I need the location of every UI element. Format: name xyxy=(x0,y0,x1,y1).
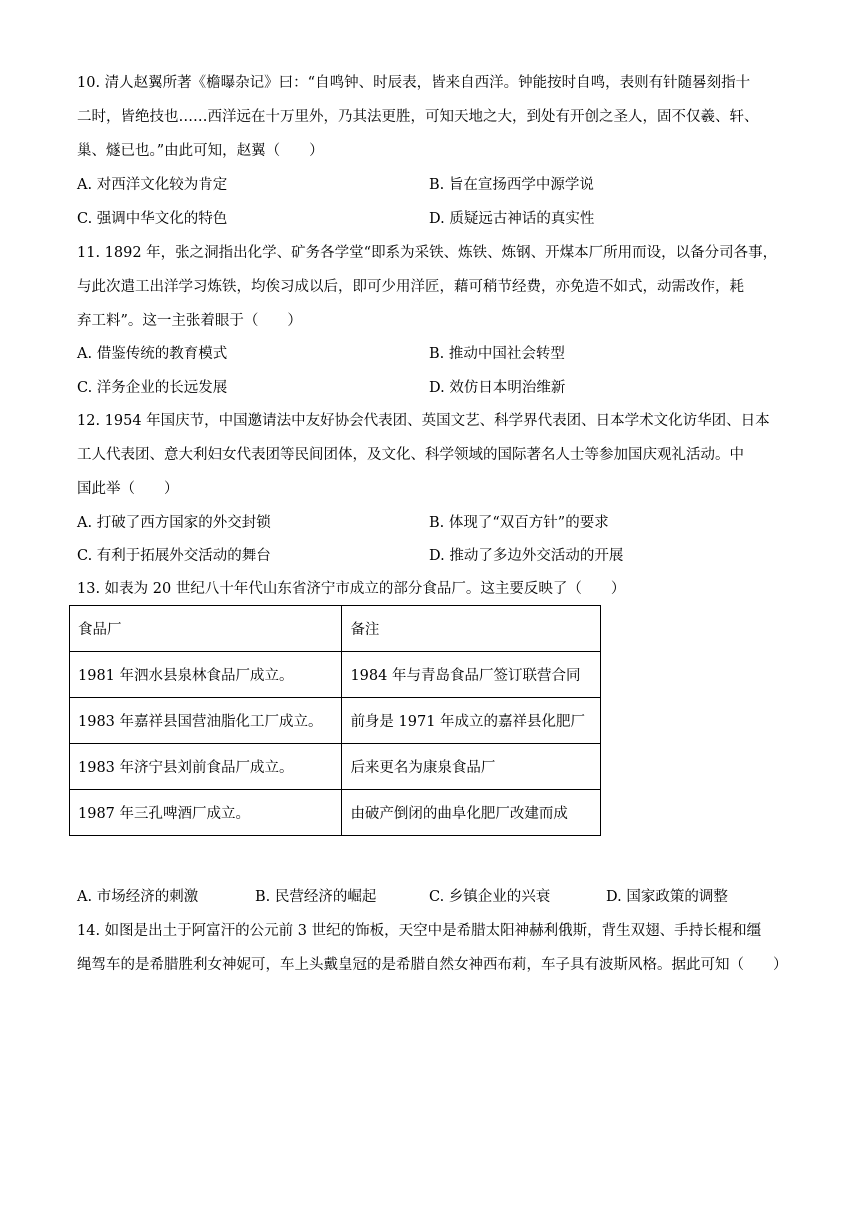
table-header-cell: 备注 xyxy=(342,606,601,652)
q13-option-c[interactable]: C. 乡镇企业的兴衰 xyxy=(429,889,551,905)
q13-stem: 13. 如表为 20 世纪八十年代山东省济宁市成立的部分食品厂。这主要反映了（ ） xyxy=(77,581,626,597)
table-cell: 前身是 1971 年成立的嘉祥县化肥厂 xyxy=(342,698,601,744)
q11-option-a[interactable]: A. 借鉴传统的教育模式 xyxy=(77,346,228,362)
q12-option-c[interactable]: C. 有利于拓展外交活动的舞台 xyxy=(77,548,271,564)
q10-stem-line-1: 10. 清人赵翼所著《檐曝杂记》曰：“自鸣钟、时辰表，皆来自西洋。钟能按时自鸣，表则有针随晷刻指十 xyxy=(77,75,751,91)
table-row xyxy=(70,698,601,744)
q11-stem-line-1: 11. 1892 年，张之洞指出化学、矿务各学堂“即系为采铁、炼铁、炼钢、开煤本厂所用而设，以备分司各事， xyxy=(77,245,778,261)
q12-stem-line-3: 国此举（ ） xyxy=(77,481,179,497)
table-cell: 由破产倒闭的曲阜化肥厂改建而成 xyxy=(342,790,601,836)
q12-option-b[interactable]: B. 体现了“双百方针”的要求 xyxy=(429,515,609,531)
q13-option-d[interactable]: D. 国家政策的调整 xyxy=(606,889,728,905)
table-cell: 1981 年泗水县泉林食品厂成立。 xyxy=(70,652,342,698)
q13-option-b[interactable]: B. 民营经济的崛起 xyxy=(255,889,377,905)
q10-option-b[interactable]: B. 旨在宣扬西学中源学说 xyxy=(429,177,594,193)
table-cell: 1984 年与青岛食品厂签订联营合同 xyxy=(342,652,601,698)
table-cell: 1987 年三孔啤酒厂成立。 xyxy=(70,790,342,836)
table-row xyxy=(70,790,601,836)
table-header-cell: 食品厂 xyxy=(70,606,342,652)
q11-option-c[interactable]: C. 洋务企业的长远发展 xyxy=(77,380,228,396)
q10-option-c[interactable]: C. 强调中华文化的特色 xyxy=(77,211,228,227)
q11-stem-line-2: 与此次遣工出洋学习炼铁，均俟习成以后，即可少用洋匠，藉可稍节经费，亦免造不如式，动需改作，耗 xyxy=(77,279,744,295)
q10-stem-line-3: 巢、燧已也。”由此可知，赵翼（ ） xyxy=(77,143,324,159)
table-cell: 后来更名为康泉食品厂 xyxy=(342,744,601,790)
food-factory-table xyxy=(69,605,601,836)
table-cell: 1983 年嘉祥县国营油脂化工厂成立。 xyxy=(70,698,342,744)
q12-stem-line-1: 12. 1954 年国庆节，中国邀请法中友好协会代表团、英国文艺、科学界代表团、日本学术文化访华团、日本 xyxy=(77,413,770,429)
q11-option-d[interactable]: D. 效仿日本明治维新 xyxy=(429,380,566,396)
q14-stem-line-1: 14. 如图是出土于阿富汗的公元前 3 世纪的饰板，天空中是希腊太阳神赫利俄斯，背生双翅、手持长棍和缰 xyxy=(77,923,762,939)
q10-option-a[interactable]: A. 对西洋文化较为肯定 xyxy=(77,177,228,193)
table-row xyxy=(70,652,601,698)
table-cell: 1983 年济宁县刘前食品厂成立。 xyxy=(70,744,342,790)
q10-stem-line-2: 二时，皆绝技也……西洋远在十万里外，乃其法更胜，可知天地之大，到处有开创之圣人，固不仅羲、轩、 xyxy=(77,109,759,125)
table-header-row xyxy=(70,606,601,652)
q11-stem-line-3: 弃工料”。这一主张着眼于（ ） xyxy=(77,313,302,329)
q12-option-d[interactable]: D. 推动了多边外交活动的开展 xyxy=(429,548,624,564)
q11-option-b[interactable]: B. 推动中国社会转型 xyxy=(429,346,565,362)
q12-stem-line-2: 工人代表团、意大利妇女代表团等民间团体，及文化、科学领域的国际著名人士等参加国庆观礼活动。中 xyxy=(77,447,744,463)
q10-option-d[interactable]: D. 质疑远古神话的真实性 xyxy=(429,211,595,227)
q13-option-a[interactable]: A. 市场经济的刺激 xyxy=(77,889,199,905)
table-row xyxy=(70,744,601,790)
q14-stem-line-2: 绳驾车的是希腊胜利女神妮可，车上头戴皇冠的是希腊自然女神西布莉，车子具有波斯风格。据此可知（ ） xyxy=(77,957,788,973)
q12-option-a[interactable]: A. 打破了西方国家的外交封锁 xyxy=(77,515,271,531)
